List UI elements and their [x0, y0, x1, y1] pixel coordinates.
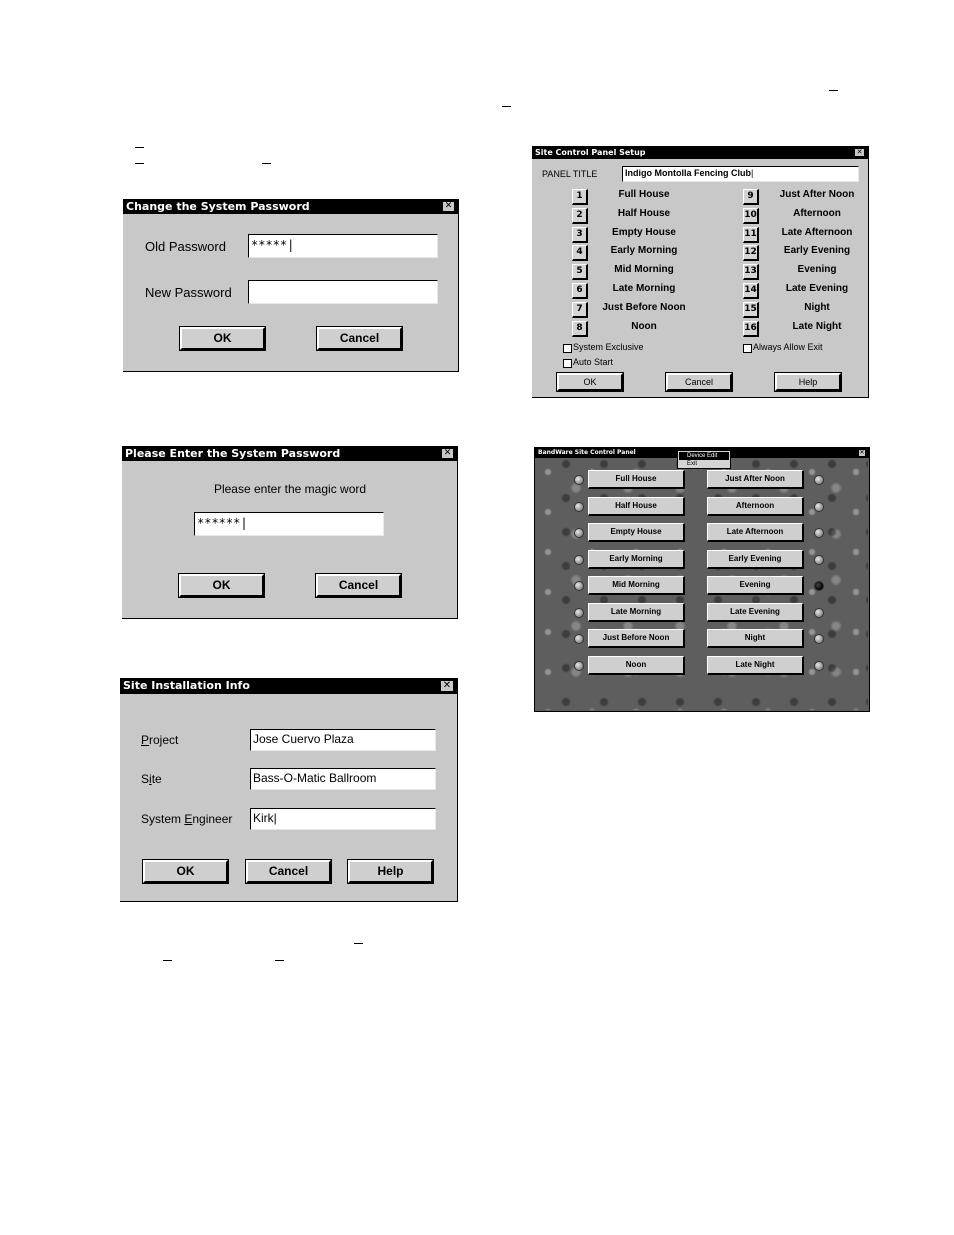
dialog-title: Site Control Panel Setup [535, 148, 646, 157]
dialog-title: Change the System Password [126, 200, 310, 213]
preset-button[interactable]: Just After Noon [707, 470, 804, 489]
item-number-button[interactable]: 2 [572, 208, 588, 224]
ok-label: OK [176, 864, 195, 878]
item-label: Early Evening [783, 245, 851, 256]
close-icon[interactable]: ✕ [854, 148, 865, 157]
device-edit-label: Device Edit [687, 453, 718, 459]
cancel-label: Cancel [268, 864, 309, 878]
new-password-field[interactable] [248, 280, 438, 304]
item-label: Late Morning [612, 283, 676, 294]
always-allow-exit-label: Always Allow Exit [753, 342, 823, 352]
preset-button[interactable]: Empty House [588, 523, 685, 542]
preset-button[interactable]: Just Before Noon [588, 629, 685, 648]
ok-button[interactable] [180, 327, 265, 350]
item-label: Just Before Noon [602, 302, 686, 313]
menu-item-exit[interactable] [679, 460, 729, 468]
margin-mark [163, 960, 172, 961]
password-field[interactable]: ****** | [194, 512, 384, 536]
system-exclusive-checkbox[interactable] [563, 344, 572, 353]
item-label: Late Afternoon [781, 227, 853, 238]
cancel-label: Cancel [339, 331, 380, 345]
auto-start-checkbox[interactable] [563, 359, 572, 368]
ok-label: OK [213, 331, 232, 345]
preset-button[interactable]: Early Evening [707, 550, 804, 569]
magic-word-prompt: Please enter the magic word [213, 482, 367, 496]
item-label: Full House [618, 189, 670, 200]
status-led [574, 661, 584, 671]
panel-title-label: PANEL TITLE [542, 169, 598, 179]
exit-label: Exit [687, 461, 698, 467]
project-label: Project [141, 733, 179, 747]
preset-button[interactable]: Night [707, 629, 804, 648]
status-led [574, 528, 584, 538]
status-led [814, 555, 824, 565]
status-led [574, 555, 584, 565]
status-led-active [814, 581, 824, 591]
status-led [814, 528, 824, 538]
item-label: Afternoon [793, 208, 841, 219]
preset-button[interactable]: Noon [588, 656, 685, 675]
accelerator-key: E [184, 812, 193, 826]
preset-button[interactable]: Afternoon [707, 497, 804, 516]
ok-button[interactable] [143, 860, 228, 883]
status-led [574, 502, 584, 512]
margin-mark [502, 106, 511, 107]
status-led [814, 608, 824, 618]
always-allow-exit-checkbox[interactable] [743, 344, 752, 353]
accelerator-key: i [149, 772, 152, 786]
system-engineer-field[interactable]: Kirk | [250, 808, 436, 830]
item-label: Early Morning [610, 245, 678, 256]
status-led [814, 661, 824, 671]
cancel-button[interactable] [317, 327, 402, 350]
item-label: Mid Morning [614, 264, 674, 275]
title-bar [120, 678, 457, 694]
site-label: Site [141, 772, 162, 786]
project-field[interactable]: Jose Cuervo Plaza [250, 729, 436, 751]
item-number-button[interactable]: 16 [743, 321, 759, 337]
status-led [574, 581, 584, 591]
close-icon[interactable]: ✕ [859, 449, 865, 456]
status-led [574, 475, 584, 485]
title-bar [123, 199, 458, 214]
site-field[interactable]: Bass-O-Matic Ballroom [250, 768, 436, 790]
preset-button[interactable]: Mid Morning [588, 576, 685, 595]
item-number-button[interactable]: 1 [572, 189, 588, 205]
item-number-button[interactable]: 11 [743, 227, 759, 243]
cancel-label: Cancel [338, 578, 379, 592]
old-password-field[interactable]: ***** | [248, 234, 438, 258]
cancel-button[interactable] [246, 860, 331, 883]
item-label: Empty House [612, 227, 676, 238]
old-password-label: Old Password [145, 239, 226, 254]
dialog-title: Site Installation Info [123, 679, 250, 692]
item-number-button[interactable]: 9 [743, 189, 759, 205]
status-led [814, 475, 824, 485]
preset-button[interactable]: Late Afternoon [707, 523, 804, 542]
item-number-button[interactable]: 4 [572, 245, 588, 261]
status-led [814, 502, 824, 512]
close-icon[interactable]: ✕ [442, 201, 455, 212]
accelerator-key: P [141, 733, 150, 747]
preset-button[interactable]: Late Morning [588, 603, 685, 622]
cancel-button[interactable] [316, 574, 401, 597]
close-icon[interactable]: ✕ [440, 680, 454, 692]
change-password-dialog [123, 199, 459, 372]
item-label: Just After Noon [779, 189, 855, 200]
ok-label: OK [212, 578, 231, 592]
ok-button[interactable] [179, 574, 264, 597]
help-label: Help [377, 864, 404, 878]
title-bar [122, 446, 457, 461]
cancel-label: Cancel [684, 377, 713, 387]
help-button[interactable] [775, 373, 841, 391]
ok-label: OK [583, 377, 597, 387]
item-number-button[interactable]: 8 [572, 321, 588, 337]
margin-mark [354, 943, 363, 944]
item-label: Night [804, 302, 830, 313]
cancel-button[interactable] [666, 373, 732, 391]
panel-title-field[interactable]: Indigo Montolla Fencing Club | [622, 166, 859, 182]
item-number-button[interactable]: 3 [572, 227, 588, 243]
status-led [574, 608, 584, 618]
item-label: Half House [617, 208, 671, 219]
auto-start-label: Auto Start [573, 357, 614, 367]
margin-mark [262, 163, 271, 164]
help-label: Help [798, 377, 818, 387]
window-title: BandWare Site Control Panel [538, 449, 636, 456]
dialog-title: Please Enter the System Password [125, 447, 341, 460]
context-menu [677, 450, 731, 469]
preset-button[interactable]: Late Night [707, 656, 804, 675]
bandware-control-panel [534, 447, 870, 712]
new-password-label: New Password [145, 285, 232, 300]
system-engineer-label: System Engineer [141, 812, 233, 826]
ok-button[interactable] [557, 373, 623, 391]
preset-button[interactable]: Early Morning [588, 550, 685, 569]
title-bar [532, 146, 868, 159]
item-label: Noon [631, 321, 657, 332]
item-number-button[interactable]: 14 [743, 283, 759, 299]
system-exclusive-label: System Exclusive [573, 342, 644, 352]
item-number-button[interactable]: 15 [743, 302, 759, 318]
item-label: Late Evening [785, 283, 849, 294]
margin-mark [135, 163, 144, 164]
item-number-button[interactable]: 6 [572, 283, 588, 299]
status-led [814, 634, 824, 644]
item-number-button[interactable]: 12 [743, 245, 759, 261]
preset-button[interactable]: Full House [588, 470, 685, 489]
site-control-panel-setup-dialog [532, 146, 869, 398]
site-info-dialog [120, 678, 458, 902]
enter-password-dialog [122, 446, 458, 619]
help-button[interactable] [348, 860, 433, 883]
preset-button[interactable]: Half House [588, 497, 685, 516]
status-led [574, 634, 584, 644]
preset-button[interactable]: Late Evening [707, 603, 804, 622]
item-label: Late Night [792, 321, 842, 332]
preset-button[interactable]: Evening [707, 576, 804, 595]
margin-mark [275, 960, 284, 961]
menu-item-device-edit[interactable] [679, 452, 729, 460]
close-icon[interactable]: ✕ [441, 448, 454, 459]
item-number-button[interactable]: 13 [743, 264, 759, 280]
item-label: Evening [797, 264, 837, 275]
item-number-button[interactable]: 5 [572, 264, 588, 280]
item-number-button[interactable]: 10 [743, 208, 759, 224]
margin-mark [829, 90, 838, 91]
item-number-button[interactable]: 7 [572, 302, 588, 318]
margin-mark [135, 147, 144, 148]
